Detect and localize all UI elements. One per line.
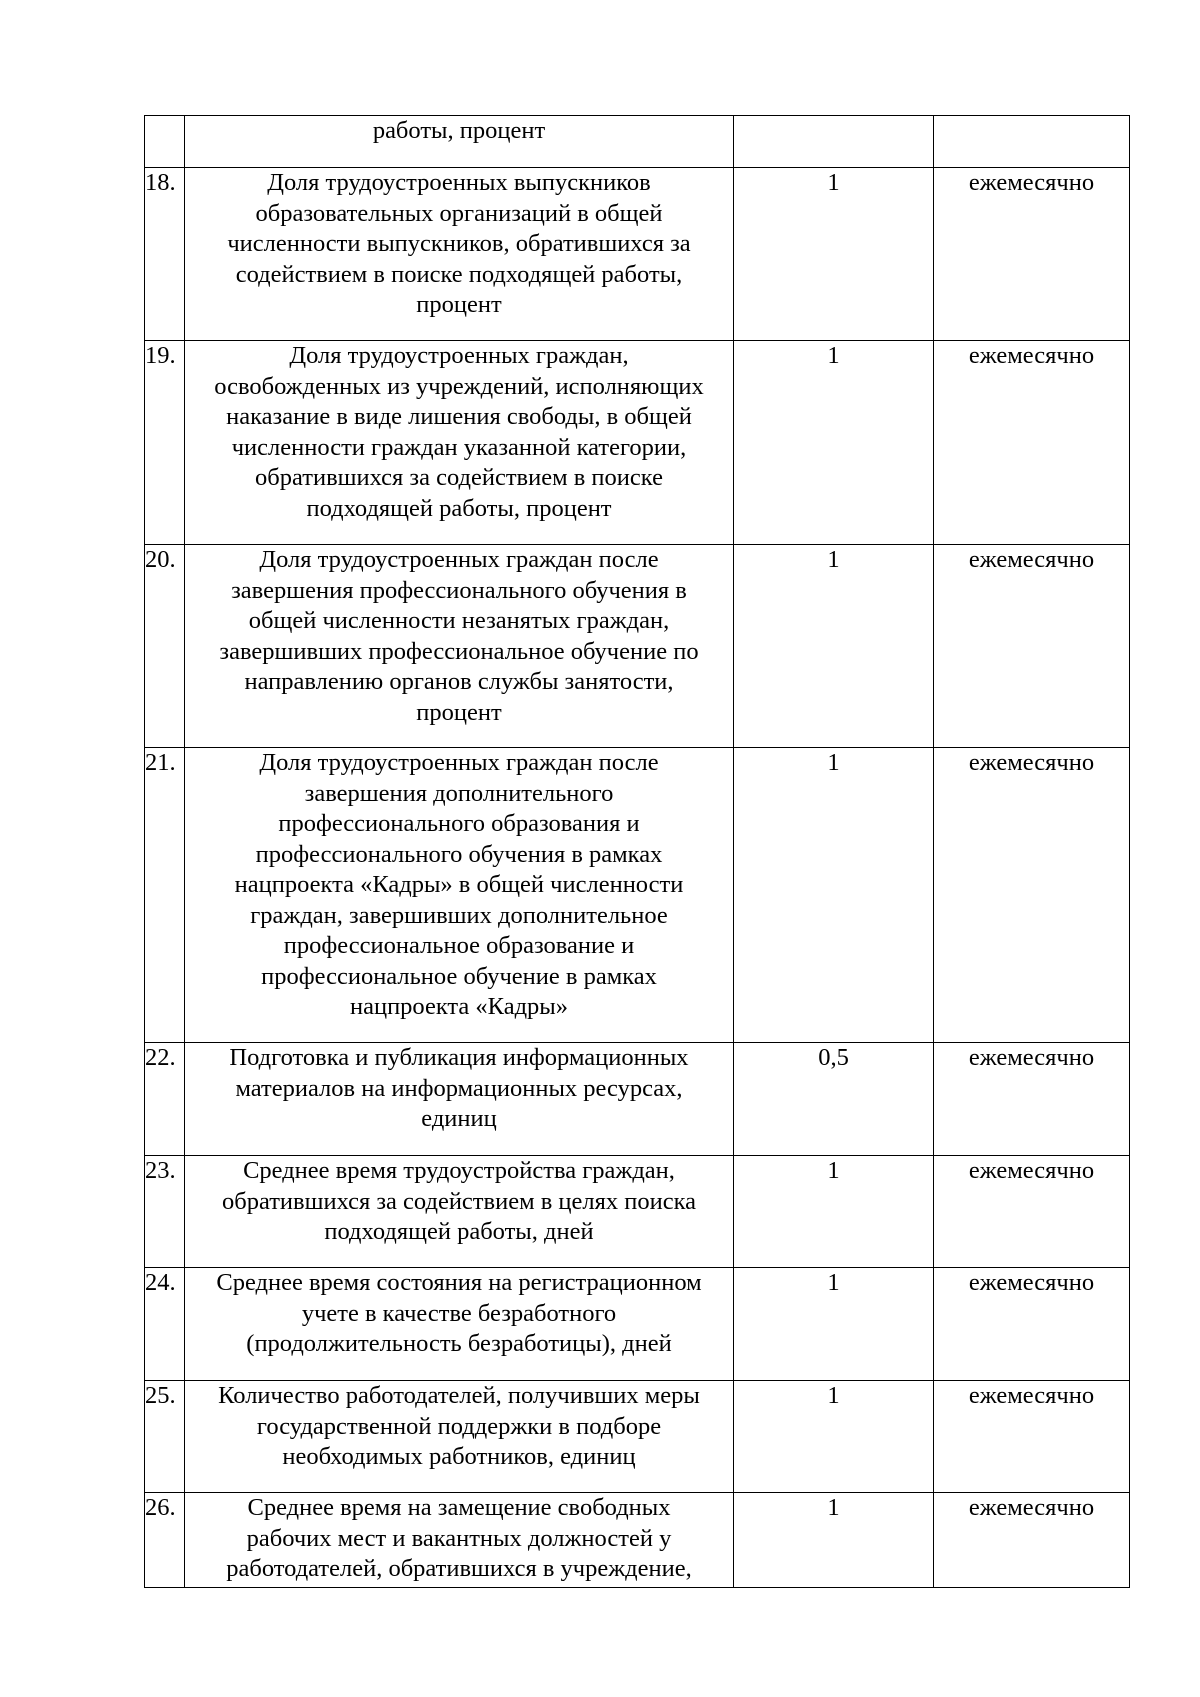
indicator-name <box>185 1043 734 1156</box>
indicator-name <box>185 748 734 1043</box>
indicator-name-line: общей численности незанятых граждан, <box>248 607 670 634</box>
indicator-name-line: профессиональное образование и <box>283 932 635 959</box>
indicator-name-line: подходящей работы, дней <box>324 1218 594 1245</box>
indicator-weight: 1 <box>734 168 934 341</box>
indicator-frequency: ежемесячно <box>934 1043 1130 1156</box>
row-number: 18. <box>145 168 185 341</box>
indicator-name-line: содействием в поиске подходящей работы, <box>235 260 683 288</box>
indicator-name-line: Подготовка и публикация информационных <box>229 1044 689 1071</box>
indicator-name-line: Среднее время состояния на регистрационном <box>216 1269 702 1296</box>
table-row <box>145 168 1130 341</box>
indicator-weight: 1 <box>734 1268 934 1381</box>
table-row <box>145 341 1130 545</box>
indicator-name-line: граждан, завершивших дополнительное <box>250 901 668 929</box>
indicator-name-line: Среднее время на замещение свободных <box>247 1494 671 1521</box>
indicator-name-line: нацпроекта «Кадры» <box>349 993 569 1020</box>
row-number: 21. <box>145 748 185 1043</box>
indicator-name-line: единиц <box>421 1105 497 1132</box>
table-row <box>145 1381 1130 1493</box>
indicator-name-line: работы, процент <box>372 117 546 144</box>
indicator-name-line: учете в качестве безработного <box>301 1299 617 1327</box>
row-number: 19. <box>145 341 185 545</box>
indicator-weight: 1 <box>734 341 934 545</box>
indicator-name-line: численности выпускников, обратившихся за <box>227 230 691 257</box>
indicator-name-line: Количество работодателей, получивших меры <box>218 1382 700 1409</box>
indicator-name <box>185 1493 734 1588</box>
row-number: 22. <box>145 1043 185 1156</box>
indicator-name-line: завершения профессионального обучения в <box>231 576 687 604</box>
indicator-name-line: Среднее время трудоустройства граждан, <box>243 1157 675 1184</box>
indicator-frequency: ежемесячно <box>934 748 1130 1043</box>
row-number: 23. <box>145 1156 185 1268</box>
indicator-frequency: ежемесячно <box>934 1268 1130 1381</box>
indicator-name <box>185 1156 734 1268</box>
indicator-frequency: ежемесячно <box>934 168 1130 341</box>
indicator-frequency: ежемесячно <box>934 1156 1130 1268</box>
indicator-name <box>185 1381 734 1493</box>
indicator-name-line: Доля трудоустроенных выпускников <box>267 169 651 196</box>
indicator-frequency: ежемесячно <box>934 341 1130 545</box>
row-number: 25. <box>145 1381 185 1493</box>
indicator-name-line: подходящей работы, процент <box>306 494 612 522</box>
indicator-name-line: работодателей, обратившихся в учреждение, <box>226 1555 692 1582</box>
indicator-name-line: завершения дополнительного <box>304 779 614 807</box>
indicator-name-line: профессиональное обучение в рамках <box>261 962 657 990</box>
indicator-name-line: численности граждан указанной категории, <box>231 433 687 461</box>
indicator-name-line: государственной поддержки в подборе <box>256 1412 662 1440</box>
indicator-name-line: нацпроекта «Кадры» в общей численности <box>234 871 684 898</box>
indicator-name-line: профессионального образования и <box>278 810 640 837</box>
indicator-frequency: ежемесячно <box>934 1493 1130 1588</box>
indicator-name-line: обратившихся за содействием в поиске <box>255 464 663 491</box>
indicator-frequency: ежемесячно <box>934 545 1130 748</box>
indicator-weight: 1 <box>734 1381 934 1493</box>
row-number: 24. <box>145 1268 185 1381</box>
table-row <box>145 1156 1130 1268</box>
indicator-name-line: завершивших профессиональное обучение по <box>219 637 699 665</box>
indicator-name-line: образовательных организаций в общей <box>255 199 663 227</box>
table-row <box>145 1043 1130 1156</box>
table-row <box>145 1268 1130 1381</box>
indicator-name-line: наказание в виде лишения свободы, в общей <box>226 403 692 430</box>
indicator-name-line: (продолжительность безработицы), дней <box>246 1330 672 1357</box>
indicator-name <box>185 168 734 341</box>
indicator-frequency <box>934 116 1130 168</box>
table-row <box>145 545 1130 748</box>
indicator-weight: 0,5 <box>734 1043 934 1156</box>
indicator-name <box>185 116 734 168</box>
indicator-weight: 1 <box>734 545 934 748</box>
indicator-weight: 1 <box>734 1156 934 1268</box>
table-row <box>145 116 1130 168</box>
indicator-weight <box>734 116 934 168</box>
table-body <box>145 116 1130 1588</box>
indicator-name-line: направлению органов службы занятости, <box>244 668 674 695</box>
row-number: 20. <box>145 545 185 748</box>
indicator-name-line: рабочих мест и вакантных должностей у <box>246 1524 672 1552</box>
indicator-name-line: Доля трудоустроенных граждан после <box>259 749 659 776</box>
indicator-name-line: освобожденных из учреждений, исполняющих <box>214 372 704 400</box>
indicator-name-line: профессионального обучения в рамках <box>255 840 663 868</box>
row-number: 26. <box>145 1493 185 1588</box>
indicator-name-line: материалов на информационных ресурсах, <box>235 1074 683 1102</box>
indicator-name-line: Доля трудоустроенных граждан, <box>289 342 629 369</box>
indicator-weight: 1 <box>734 748 934 1043</box>
table-row <box>145 748 1130 1043</box>
indicator-weight: 1 <box>734 1493 934 1588</box>
indicator-name <box>185 341 734 545</box>
indicator-name-line: обратившихся за содействием в целях поиска <box>222 1187 696 1215</box>
table-row <box>145 1493 1130 1588</box>
indicator-name <box>185 545 734 748</box>
indicators-table <box>144 115 1130 1588</box>
indicator-name-line: процент <box>416 291 502 318</box>
indicator-frequency: ежемесячно <box>934 1381 1130 1493</box>
indicator-name-line: Доля трудоустроенных граждан после <box>259 546 659 573</box>
indicator-name-line: процент <box>416 698 502 726</box>
indicator-name-line: необходимых работников, единиц <box>282 1443 636 1470</box>
row-number <box>145 116 185 168</box>
indicator-name <box>185 1268 734 1381</box>
